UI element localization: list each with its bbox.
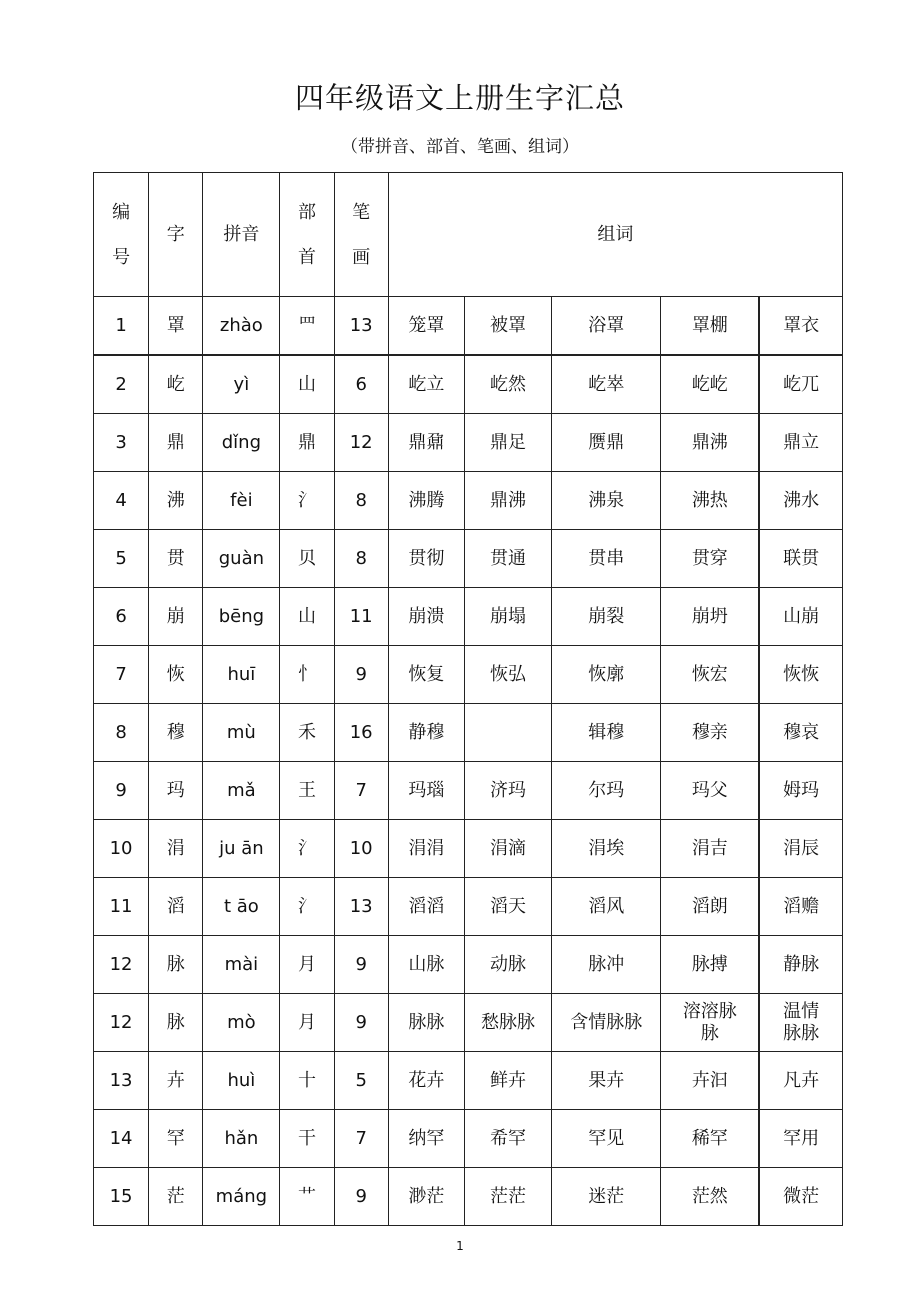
row-pinyin: guàn bbox=[203, 530, 280, 588]
row-word: 沸泉 bbox=[552, 472, 661, 530]
row-radical: 干 bbox=[280, 1110, 334, 1168]
row-word: 崩溃 bbox=[388, 588, 464, 646]
row-pinyin: hǎn bbox=[203, 1110, 280, 1168]
row-word: 涓埃 bbox=[552, 820, 661, 878]
row-word: 滔赡 bbox=[759, 878, 842, 936]
row-number: 9 bbox=[94, 762, 149, 820]
row-char: 沸 bbox=[149, 472, 203, 530]
row-word: 恢弘 bbox=[464, 646, 551, 704]
row-radical: 氵 bbox=[280, 472, 334, 530]
row-char: 罩 bbox=[149, 297, 203, 356]
row-char: 脉 bbox=[149, 936, 203, 994]
row-pinyin: mài bbox=[203, 936, 280, 994]
row-number: 2 bbox=[94, 355, 149, 414]
row-pinyin: yì bbox=[203, 355, 280, 414]
row-radical: 氵 bbox=[280, 820, 334, 878]
row-number: 1 bbox=[94, 297, 149, 356]
table-row bbox=[94, 646, 843, 704]
row-radical: 月 bbox=[280, 994, 334, 1052]
row-word: 屹立 bbox=[388, 355, 464, 414]
row-word: 微茫 bbox=[759, 1168, 842, 1226]
row-word: 鼎沸 bbox=[661, 414, 759, 472]
table-row bbox=[94, 820, 843, 878]
row-radical: 鼎 bbox=[280, 414, 334, 472]
row-word bbox=[464, 704, 551, 762]
row-word: 山脉 bbox=[388, 936, 464, 994]
row-strokes: 10 bbox=[334, 820, 388, 878]
row-word: 鼎足 bbox=[464, 414, 551, 472]
row-word: 果卉 bbox=[552, 1052, 661, 1110]
row-strokes: 8 bbox=[334, 472, 388, 530]
row-word: 愁脉脉 bbox=[464, 994, 551, 1052]
table-row bbox=[94, 878, 843, 936]
row-number: 15 bbox=[94, 1168, 149, 1226]
row-char: 卉 bbox=[149, 1052, 203, 1110]
row-pinyin: dǐng bbox=[203, 414, 280, 472]
table-row bbox=[94, 1052, 843, 1110]
row-word: 溶溶脉脉 bbox=[661, 994, 759, 1052]
row-word: 滔风 bbox=[552, 878, 661, 936]
row-pinyin: mù bbox=[203, 704, 280, 762]
row-word: 恢廓 bbox=[552, 646, 661, 704]
header-strokes: 笔画 bbox=[334, 173, 388, 297]
row-pinyin: fèi bbox=[203, 472, 280, 530]
document-subtitle: （带拼音、部首、笔画、组词） bbox=[341, 137, 579, 157]
row-word: 涓滴 bbox=[464, 820, 551, 878]
row-word: 济玛 bbox=[464, 762, 551, 820]
row-word: 脉脉 bbox=[388, 994, 464, 1052]
row-strokes: 9 bbox=[334, 936, 388, 994]
row-word: 崩塌 bbox=[464, 588, 551, 646]
row-pinyin: ju ān bbox=[203, 820, 280, 878]
row-strokes: 9 bbox=[334, 1168, 388, 1226]
row-word: 鼎立 bbox=[759, 414, 842, 472]
row-number: 6 bbox=[94, 588, 149, 646]
row-word: 恢宏 bbox=[661, 646, 759, 704]
header-radical: 部首 bbox=[280, 173, 334, 297]
row-radical: 山 bbox=[280, 588, 334, 646]
row-radical: 禾 bbox=[280, 704, 334, 762]
row-word: 辑穆 bbox=[552, 704, 661, 762]
row-word: 贯穿 bbox=[661, 530, 759, 588]
row-pinyin: huī bbox=[203, 646, 280, 704]
row-word: 穆亲 bbox=[661, 704, 759, 762]
row-word: 恢恢 bbox=[759, 646, 842, 704]
row-strokes: 8 bbox=[334, 530, 388, 588]
table-row bbox=[94, 1110, 843, 1168]
row-number: 10 bbox=[94, 820, 149, 878]
row-word: 尔玛 bbox=[552, 762, 661, 820]
row-number: 13 bbox=[94, 1052, 149, 1110]
table-row bbox=[94, 704, 843, 762]
row-radical: 山 bbox=[280, 355, 334, 414]
row-word: 罕见 bbox=[552, 1110, 661, 1168]
row-word: 玛瑙 bbox=[388, 762, 464, 820]
header-words: 组词 bbox=[388, 173, 842, 297]
row-word: 涓涓 bbox=[388, 820, 464, 878]
row-word: 贯彻 bbox=[388, 530, 464, 588]
row-word: 罩衣 bbox=[759, 297, 842, 356]
row-pinyin: bēng bbox=[203, 588, 280, 646]
row-word: 沸热 bbox=[661, 472, 759, 530]
row-char: 贯 bbox=[149, 530, 203, 588]
row-word: 鼎沸 bbox=[464, 472, 551, 530]
table-row bbox=[94, 414, 843, 472]
row-word: 温情脉脉 bbox=[759, 994, 842, 1052]
row-word: 崩坍 bbox=[661, 588, 759, 646]
row-word: 茫茫 bbox=[464, 1168, 551, 1226]
row-word: 静穆 bbox=[388, 704, 464, 762]
row-strokes: 6 bbox=[334, 355, 388, 414]
row-word: 动脉 bbox=[464, 936, 551, 994]
row-radical: 忄 bbox=[280, 646, 334, 704]
row-word: 希罕 bbox=[464, 1110, 551, 1168]
table-row bbox=[94, 762, 843, 820]
row-number: 12 bbox=[94, 994, 149, 1052]
row-word: 笼罩 bbox=[388, 297, 464, 356]
row-pinyin: máng bbox=[203, 1168, 280, 1226]
table-row bbox=[94, 530, 843, 588]
row-word: 崩裂 bbox=[552, 588, 661, 646]
row-char: 恢 bbox=[149, 646, 203, 704]
row-radical: 十 bbox=[280, 1052, 334, 1110]
table-row bbox=[94, 472, 843, 530]
row-word: 迷茫 bbox=[552, 1168, 661, 1226]
row-number: 12 bbox=[94, 936, 149, 994]
row-strokes: 5 bbox=[334, 1052, 388, 1110]
row-word: 滔朗 bbox=[661, 878, 759, 936]
row-word: 被罩 bbox=[464, 297, 551, 356]
row-word: 穆哀 bbox=[759, 704, 842, 762]
row-strokes: 13 bbox=[334, 297, 388, 356]
row-number: 11 bbox=[94, 878, 149, 936]
row-char: 穆 bbox=[149, 704, 203, 762]
row-word: 脉冲 bbox=[552, 936, 661, 994]
row-char: 鼎 bbox=[149, 414, 203, 472]
vocabulary-table bbox=[93, 172, 843, 1226]
row-word: 罕用 bbox=[759, 1110, 842, 1168]
row-strokes: 11 bbox=[334, 588, 388, 646]
row-char: 涓 bbox=[149, 820, 203, 878]
row-radical: 王 bbox=[280, 762, 334, 820]
row-number: 14 bbox=[94, 1110, 149, 1168]
row-word: 恢复 bbox=[388, 646, 464, 704]
row-pinyin: zhào bbox=[203, 297, 280, 356]
row-char: 崩 bbox=[149, 588, 203, 646]
table-row bbox=[94, 1168, 843, 1226]
row-word: 涓吉 bbox=[661, 820, 759, 878]
row-word: 渺茫 bbox=[388, 1168, 464, 1226]
header-pinyin: 拼音 bbox=[203, 173, 280, 297]
row-number: 5 bbox=[94, 530, 149, 588]
row-word: 含情脉脉 bbox=[552, 994, 661, 1052]
table-row bbox=[94, 588, 843, 646]
row-number: 8 bbox=[94, 704, 149, 762]
row-word: 山崩 bbox=[759, 588, 842, 646]
row-strokes: 9 bbox=[334, 646, 388, 704]
row-word: 稀罕 bbox=[661, 1110, 759, 1168]
row-word: 玛父 bbox=[661, 762, 759, 820]
row-word: 静脉 bbox=[759, 936, 842, 994]
row-word: 屹然 bbox=[464, 355, 551, 414]
row-word: 滔滔 bbox=[388, 878, 464, 936]
header-char: 字 bbox=[149, 173, 203, 297]
row-word: 赝鼎 bbox=[552, 414, 661, 472]
row-char: 滔 bbox=[149, 878, 203, 936]
row-strokes: 7 bbox=[334, 762, 388, 820]
row-radical: 艹 bbox=[280, 1168, 334, 1226]
row-char: 罕 bbox=[149, 1110, 203, 1168]
row-number: 4 bbox=[94, 472, 149, 530]
row-radical: 月 bbox=[280, 936, 334, 994]
row-pinyin: mò bbox=[203, 994, 280, 1052]
row-word: 沸腾 bbox=[388, 472, 464, 530]
row-pinyin: mǎ bbox=[203, 762, 280, 820]
row-number: 7 bbox=[94, 646, 149, 704]
row-pinyin: huì bbox=[203, 1052, 280, 1110]
row-strokes: 9 bbox=[334, 994, 388, 1052]
row-word: 鲜卉 bbox=[464, 1052, 551, 1110]
table-row bbox=[94, 355, 843, 414]
row-strokes: 13 bbox=[334, 878, 388, 936]
row-word: 沸水 bbox=[759, 472, 842, 530]
row-word: 凡卉 bbox=[759, 1052, 842, 1110]
header-number: 编号 bbox=[94, 173, 149, 297]
row-strokes: 7 bbox=[334, 1110, 388, 1168]
table-row bbox=[94, 994, 843, 1052]
row-word: 联贯 bbox=[759, 530, 842, 588]
table-row bbox=[94, 936, 843, 994]
row-word: 涓辰 bbox=[759, 820, 842, 878]
row-word: 贯通 bbox=[464, 530, 551, 588]
row-word: 贯串 bbox=[552, 530, 661, 588]
row-word: 纳罕 bbox=[388, 1110, 464, 1168]
row-word: 姆玛 bbox=[759, 762, 842, 820]
row-word: 屹兀 bbox=[759, 355, 842, 414]
table-header-row bbox=[94, 173, 843, 297]
row-radical: 贝 bbox=[280, 530, 334, 588]
row-strokes: 12 bbox=[334, 414, 388, 472]
row-char: 屹 bbox=[149, 355, 203, 414]
row-word: 屹崒 bbox=[552, 355, 661, 414]
row-word: 花卉 bbox=[388, 1052, 464, 1110]
row-radical: 氵 bbox=[280, 878, 334, 936]
row-word: 茫然 bbox=[661, 1168, 759, 1226]
row-char: 茫 bbox=[149, 1168, 203, 1226]
row-strokes: 16 bbox=[334, 704, 388, 762]
row-word: 卉汩 bbox=[661, 1052, 759, 1110]
row-word: 浴罩 bbox=[552, 297, 661, 356]
row-char: 脉 bbox=[149, 994, 203, 1052]
document-title: 四年级语文上册生字汇总 bbox=[294, 81, 625, 115]
row-word: 鼎鼐 bbox=[388, 414, 464, 472]
row-word: 罩棚 bbox=[661, 297, 759, 356]
row-radical: 罒 bbox=[280, 297, 334, 356]
row-word: 滔天 bbox=[464, 878, 551, 936]
row-char: 玛 bbox=[149, 762, 203, 820]
row-word: 脉搏 bbox=[661, 936, 759, 994]
row-pinyin: t āo bbox=[203, 878, 280, 936]
row-word: 屹屹 bbox=[661, 355, 759, 414]
table-row bbox=[94, 297, 843, 356]
page-number: 1 bbox=[456, 1239, 464, 1253]
row-number: 3 bbox=[94, 414, 149, 472]
